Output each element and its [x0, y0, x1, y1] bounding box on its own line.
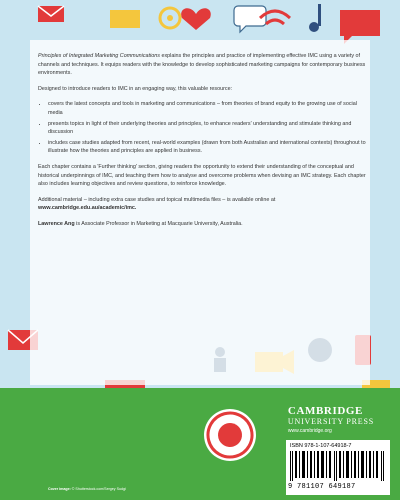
publisher-website[interactable]: www.cambridge.org [287, 428, 332, 434]
intro-text: explains the principles and practice of implementing effective IMC using a variety of channels and techniques. It equips readers with the knowledge to develop sophisticated marketing campaigns for contemporary business environments. [38, 53, 366, 77]
book-title: Principles of Integrated Marketing Communications [38, 53, 160, 59]
feature-item: • covers the latest concepts and tools in marketing and communications – from theories of brand equity to the growing use of social media [48, 100, 368, 117]
publisher-logo [288, 405, 374, 434]
additional-text: Additional material – including extra case studies and topical multimedia files – is available online at [38, 196, 276, 203]
feature-item: • includes case studies adapted from recent, real-world examples (drawn from both Australian and international contexts) throughout to illustrate how the theories and principles are applied in business. [48, 139, 368, 156]
cover-credit-label: Cover image: [48, 487, 71, 491]
feature-list [38, 100, 368, 156]
intro-paragraph [38, 52, 368, 78]
box-icon [110, 10, 140, 28]
isbn: ISBN 978-1-107-64918-7 [290, 443, 352, 449]
chapter-paragraph: Each chapter contains a 'Further thinking' section, giving readers the opportunity to extend their understanding of the conceptual and historical underpinnings of IMC, and teaching them how to analyse and overcome problems when devising an IMC strategy. Each chapter also includes learning objectives and review questions, to reinforce knowledge. [38, 163, 366, 188]
barcode [290, 451, 386, 481]
publisher-name: CAMBRIDGE [287, 405, 363, 417]
cover-credit [48, 487, 126, 491]
additional-paragraph [38, 196, 368, 213]
publisher-press: UNIVERSITY PRESS [287, 417, 374, 426]
back-cover-text [38, 52, 368, 236]
designed-paragraph: Designed to introduce readers to IMC in an engaging way, this valuable resource: [38, 85, 233, 92]
cover-credit-text: © Shutterstock.com/Sergey Sudgi [70, 487, 126, 491]
email-icon [38, 6, 64, 22]
author-name: Lawrence Ang [38, 220, 75, 227]
author-bio-text: is Associate Professor in Marketing at Macquarie University, Australia. [74, 220, 243, 227]
feature-item: • presents topics in light of their underlying theories and principles, to enhance readers' understanding and stimulate thinking and discussion [48, 120, 368, 137]
author-bio [38, 220, 368, 229]
website-link[interactable]: www.cambridge.edu.au/academic/imc. [38, 205, 137, 212]
barcode-number: 9 781107 649187 [288, 483, 356, 491]
recycled-paper-seal [200, 405, 260, 465]
